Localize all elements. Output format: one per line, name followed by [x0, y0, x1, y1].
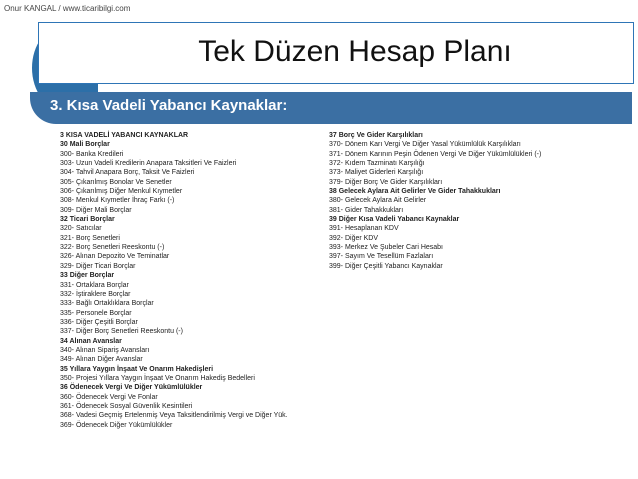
account-item: 309- Diğer Mali Borçlar	[60, 206, 132, 214]
account-group-heading: 39 Diğer Kısa Vadeli Yabancı Kaynaklar	[329, 216, 460, 224]
section-heading: 3. Kısa Vadeli Yabancı Kaynaklar:	[50, 97, 288, 114]
account-item: 321- Borç Senetleri	[60, 234, 120, 242]
account-item: 391- Hesaplanan KDV	[329, 225, 399, 233]
account-group-heading: 37 Borç Ve Gider Karşılıkları	[329, 132, 423, 139]
account-item: 326- Alınan Depozito Ve Teminatlar	[60, 253, 170, 261]
account-item: 397- Sayım Ve Tesellüm Fazlaları	[329, 253, 434, 261]
account-group-heading: 34 Alınan Avanslar	[60, 337, 122, 345]
account-item: 308- Menkul Kıymetler İhraç Farkı (-)	[60, 197, 175, 205]
account-item: 333- Bağlı Ortaklıklara Borçlar	[60, 300, 154, 308]
account-item: 337- Diğer Borç Senetleri Reeskontu (-)	[60, 328, 183, 336]
account-item: 349- Alınan Diğer Avanslar	[60, 356, 143, 364]
account-item: 335- Personele Borçlar	[60, 309, 132, 317]
account-item: 320- Satıcılar	[60, 225, 102, 233]
account-item: 350- Projesi Yıllara Yaygın İnşaat Ve Onarım Hakediş Bedelleri	[60, 374, 255, 382]
slide-title: Tek Düzen Hesap Planı	[198, 35, 512, 68]
account-item: 360- Ödenecek Vergi Ve Fonlar	[60, 393, 158, 401]
account-item: 369- Ödenecek Diğer Yükümlülükler	[60, 421, 173, 429]
account-item: 303- Uzun Vadeli Kredilerin Anapara Taksitleri Ve Faizleri	[60, 160, 237, 168]
account-item: 331- Ortaklara Borçlar	[60, 281, 129, 289]
account-group-heading: 36 Ödenecek Vergi Ve Diğer Yükümlülükler	[60, 384, 203, 392]
account-item: 371- Dönem Karının Peşin Ödenen Vergi Ve Diğer Yükümlülükleri (-)	[329, 150, 542, 158]
account-group-heading: 30 Mali Borçlar	[60, 141, 110, 149]
account-item: 322- Borç Senetleri Reeskontu (-)	[60, 244, 165, 252]
account-item: 332- İştiraklere Borçlar	[60, 290, 131, 298]
account-item: 305- Çıkarılmış Bonolar Ve Senetler	[60, 178, 172, 186]
account-item: 393- Merkez Ve Şubeler Cari Hesabı	[329, 244, 443, 252]
credit-text: Onur KANGAL / www.ticaribilgi.com	[4, 4, 131, 13]
account-group-heading: 35 Yıllara Yaygın İnşaat Ve Onarım Hakedişleri	[60, 365, 214, 373]
account-item: 361- Ödenecek Sosyal Güvenlik Kesintileri	[60, 402, 193, 410]
right-account-list	[329, 131, 541, 271]
account-item: 399- Diğer Çeşitli Yabancı Kaynaklar	[329, 262, 443, 270]
account-group-heading: 3 KISA VADELİ YABANCI KAYNAKLAR	[60, 132, 189, 139]
account-item: 306- Çıkarılmış Diğer Menkul Kıymetler	[60, 188, 183, 196]
account-item: 372- Kıdem Tazminatı Karşılığı	[329, 160, 425, 168]
account-item: 340- Alınan Sipariş Avansları	[60, 346, 150, 354]
account-item: 300- Banka Kredileri	[60, 150, 124, 158]
account-item: 370- Dönem Karı Vergi Ve Diğer Yasal Yükümlülük Karşılıkları	[329, 141, 521, 149]
account-item: 368- Vadesi Geçmiş Ertelenmiş Veya Taksitlendirilmiş Vergi ve Diğer Yük.	[60, 412, 288, 420]
account-group-heading: 33 Diğer Borçlar	[60, 272, 115, 280]
account-item: 380- Gelecek Aylara Ait Gelirler	[329, 197, 427, 205]
account-item: 381- Gider Tahakkukları	[329, 206, 404, 214]
account-item: 373- Maliyet Giderleri Karşılığı	[329, 169, 424, 177]
account-item: 392- Diğer KDV	[329, 234, 379, 242]
account-group-heading: 32 Ticari Borçlar	[60, 216, 115, 224]
account-item: 336- Diğer Çeşitli Borçlar	[60, 318, 138, 326]
account-item: 329- Diğer Ticari Borçlar	[60, 262, 136, 270]
account-item: 304- Tahvil Anapara Borç, Taksit Ve Faizleri	[60, 169, 195, 177]
account-group-heading: 38 Gelecek Aylara Ait Gelirler Ve Gider Tahakkukları	[329, 188, 501, 196]
left-account-list	[60, 131, 288, 430]
account-item: 379- Diğer Borç Ve Gider Karşılıkları	[329, 178, 443, 186]
